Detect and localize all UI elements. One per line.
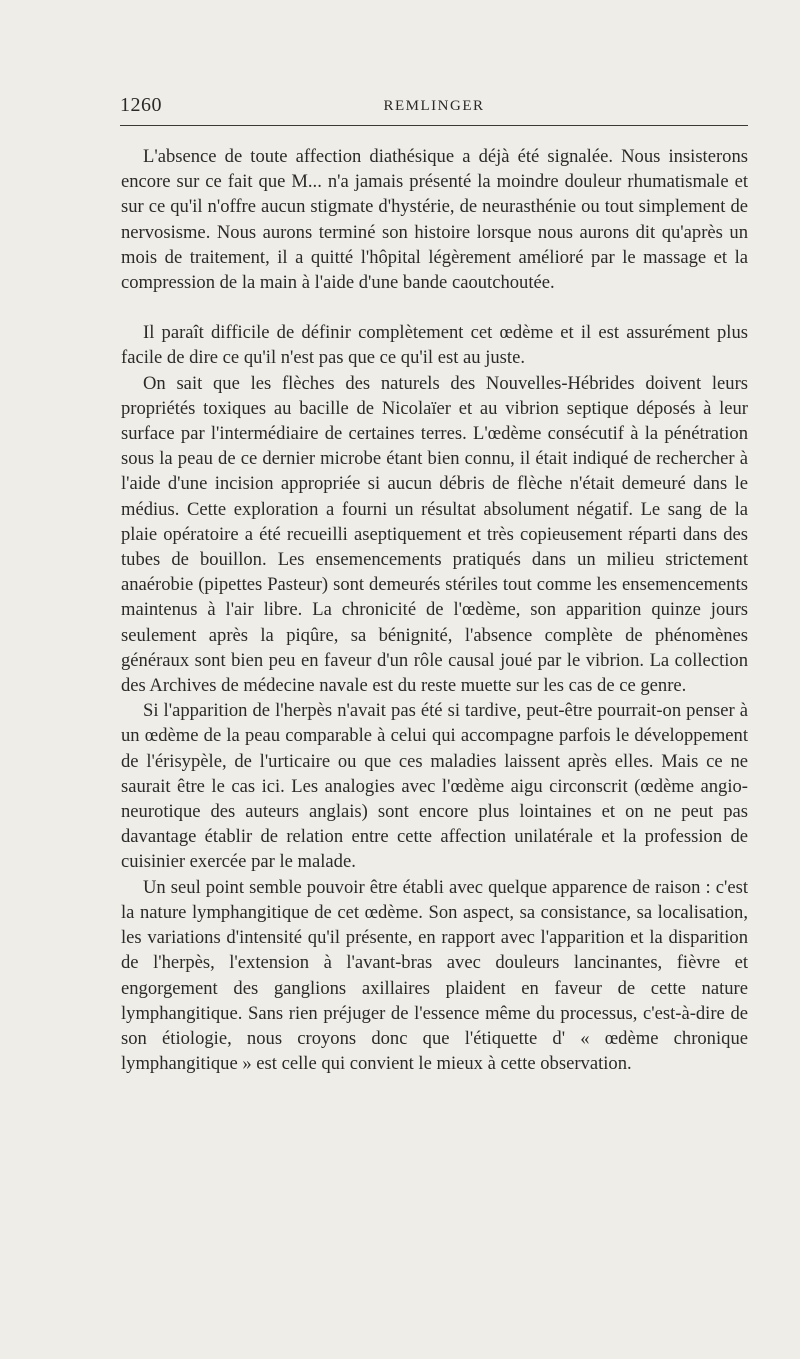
page-number: 1260 — [120, 94, 162, 116]
paragraph-3: On sait que les flèches des naturels des Nouvelles-Hébrides doivent leurs propriétés toxiques au bacille de Nicolaïer et au vibrion septique déposés à leur surface par l'intermédiaire de certaines terres. L'œdème consécutif à la pénétration sous la peau de ce dernier microbe étant bien connu, il était indiqué de rechercher à l'aide d'une incision appropriée si aucun débris de flèche n'était demeuré dans le médius. Cette exploration a fourni un résultat absolument négatif. Le sang de la plaie opératoire a été recueilli aseptiquement et très copieusement réparti dans des tubes de bouillon. Les ensemencements pratiqués dans un milieu strictement anaérobie (pipettes Pasteur) sont demeurés stériles tout comme les ensemencements maintenus à l'air libre. La chronicité de l'œdème, son apparition quinze jours seulement après la piqûre, sa bénignité, l'absence complète de phénomènes généraux sont bien peu en faveur d'un rôle causal joué par le vibrion. La collection des Archives de médecine navale est du reste muette sur les cas de ce genre. — [121, 372, 748, 697]
paragraph-1: L'absence de toute affection diathésique a déjà été signalée. Nous insisterons encore sur ce fait que M... n'a jamais présenté la moindre douleur rhumatismale et sur ce qu'il n'offre aucun stigmate d'hystérie, de neurasthénie ou tout simplement de nervosisme. Nous aurons terminé son histoire lorsque nous aurons dit qu'après un mois de traitement, il a quitté l'hôpital légèrement amélioré par le massage et la compression de la main à l'aide d'une bande caoutchoutée. — [121, 146, 748, 294]
header-rule — [120, 125, 748, 126]
paragraph-4: Si l'apparition de l'herpès n'avait pas été si tardive, peut-être pourrait-on penser à un œdème de la peau comparable à celui qui accompagne parfois le développement de l'érisypèle, de l'urticaire ou que ces maladies laissent après elles. Mais ce ne saurait être le cas ici. Les analogies avec l'œdème aigu circonscrit (œdème angio-neurotique des auteurs anglais) sont encore plus lointaines et on ne peut pas davantage établir de relation entre cette affection unilatérale et la profession de cuisinier exercée par le malade. — [121, 700, 748, 873]
paragraph-2: Il paraît difficile de définir complètement cet œdème et il est assurément plus facile de dire ce qu'il n'est pas que ce qu'il est au juste. — [121, 322, 748, 369]
paragraph-5: Un seul point semble pouvoir être établi avec quelque apparence de raison : c'est la nature lymphangitique de cet œdème. Son aspect, sa consistance, sa localisation, les variations d'intensité qu'il présente, en rapport avec l'apparition et la disparition de l'herpès, l'extension à l'avant-bras avec douleurs lancinantes, fièvre et engorgement des ganglions axillaires plaident en faveur de cette nature lymphangitique. Sans rien préjuger de l'essence même du processus, c'est-à-dire de son étiologie, nous croyons donc que l'étiquette d' « œdème chronique lymphangitique » est celle qui convient le mieux à cette observation. — [121, 876, 748, 1075]
page-header — [120, 94, 748, 120]
running-head: REMLINGER — [383, 98, 485, 114]
page-body — [121, 144, 748, 1076]
